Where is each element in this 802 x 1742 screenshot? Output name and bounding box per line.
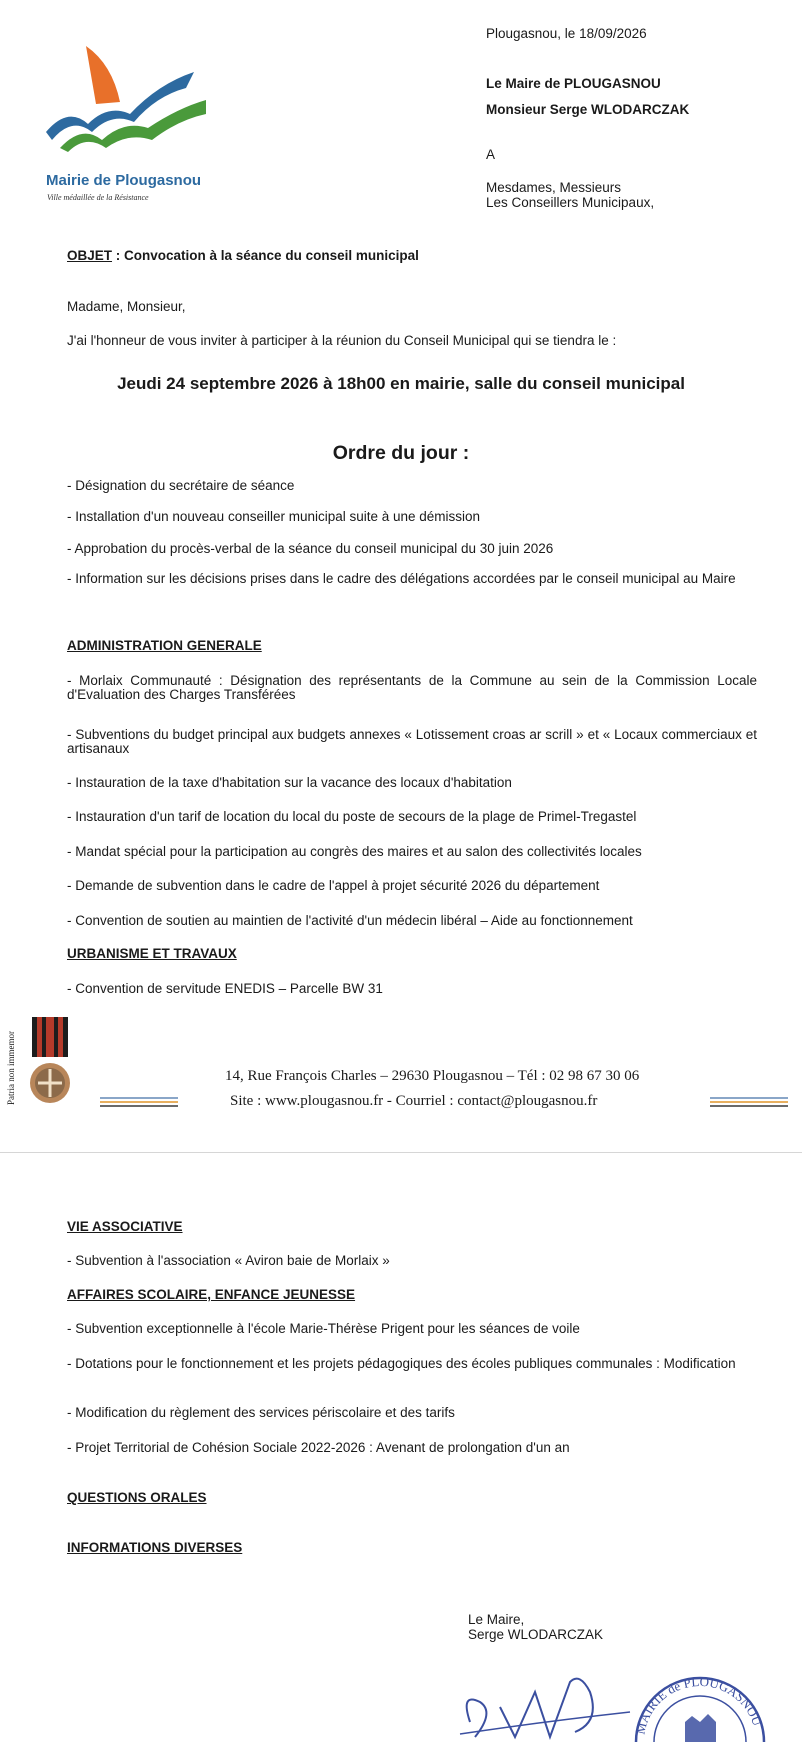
- agenda-item: - Approbation du procès-verbal de la séance du conseil municipal du 30 juin 2026: [67, 541, 554, 556]
- footer: [0, 1015, 802, 1115]
- resistance-medal-icon: [22, 1017, 82, 1112]
- footer-site: Site : www.plougasnou.fr - Courriel : contact@plougasnou.fr: [230, 1093, 598, 1109]
- admin-item: - Demande de subvention dans le cadre de l'appel à projet sécurité 2026 du département: [67, 878, 600, 893]
- signature-line-2: Serge WLODARCZAK: [468, 1627, 604, 1642]
- agenda-item: - Désignation du secrétaire de séance: [67, 478, 295, 493]
- section-title-administration: ADMINISTRATION GENERALE: [67, 638, 262, 653]
- objet-line: [67, 248, 419, 263]
- objet-label: OBJET: [67, 248, 113, 263]
- sender-line-2: Monsieur Serge WLODARCZAK: [486, 102, 690, 117]
- scolaire-item: - Projet Territorial de Cohésion Sociale 2022-2026 : Avenant de prolongation d'un an: [67, 1440, 570, 1455]
- urbanisme-item: - Convention de servitude ENEDIS – Parcelle BW 31: [67, 981, 383, 996]
- logo-emblem-icon: [38, 44, 228, 154]
- footer-address: 14, Rue François Charles – 29630 Plougasnou – Tél : 02 98 67 30 06: [225, 1068, 640, 1084]
- vie-item: - Subvention à l'association « Aviron baie de Morlaix »: [67, 1253, 390, 1268]
- handwritten-signature-icon: [440, 1662, 640, 1742]
- to-label: A: [486, 147, 496, 162]
- section-title-questions: QUESTIONS ORALES: [67, 1490, 207, 1505]
- municipal-logo: [38, 44, 228, 204]
- sender-line-1: Le Maire de PLOUGASNOU: [486, 76, 661, 91]
- admin-item: - Morlaix Communauté : Désignation des représentants de la Commune au sein de la Commission Locale d'Evaluation des Charges Transférées: [67, 673, 757, 702]
- page-separator: [0, 1152, 802, 1153]
- section-title-urbanisme: URBANISME ET TRAVAUX: [67, 946, 237, 961]
- medal-motto: Patria non immemor: [6, 1031, 16, 1105]
- intro-text: J'ai l'honneur de vous inviter à participer à la réunion du Conseil Municipal qui se tiendra le :: [67, 333, 617, 348]
- objet-text: : Convocation à la séance du conseil municipal: [112, 248, 419, 263]
- footer-stripes-left: [100, 1097, 178, 1107]
- scolaire-item: - Subvention exceptionnelle à l'école Marie-Thérèse Prigent pour les séances de voile: [67, 1321, 580, 1336]
- agenda-item: - Information sur les décisions prises dans le cadre des délégations accordées par le conseil municipal au Maire: [67, 571, 736, 586]
- stamp-text: MAIRIE de PLOUGASNOU: [632, 1673, 766, 1736]
- admin-item: - Instauration de la taxe d'habitation sur la vacance des locaux d'habitation: [67, 775, 512, 790]
- recipient-line-1: Mesdames, Messieurs: [486, 180, 622, 195]
- scolaire-item: - Dotations pour le fonctionnement et les projets pédagogiques des écoles publiques communales : Modification: [67, 1356, 736, 1371]
- section-title-informations: INFORMATIONS DIVERSES: [67, 1540, 243, 1555]
- admin-item: - Mandat spécial pour la participation au congrès des maires et au salon des collectivités locales: [67, 844, 642, 859]
- footer-stripes-right: [710, 1097, 788, 1107]
- official-stamp: [630, 1662, 770, 1742]
- scolaire-item: - Modification du règlement des services périscolaire et des tarifs: [67, 1405, 455, 1420]
- logo-title: Mairie de Plougasnou: [46, 172, 202, 189]
- place-date: Plougasnou, le 18/09/2026: [486, 26, 647, 41]
- agenda-item: - Installation d'un nouveau conseiller municipal suite à une démission: [67, 509, 481, 524]
- section-title-vie-associative: VIE ASSOCIATIVE: [67, 1219, 183, 1234]
- admin-item: - Subventions du budget principal aux budgets annexes « Lotissement croas ar scrill » et « Locaux commerciaux et artisanaux: [67, 727, 757, 756]
- admin-item: - Instauration d'un tarif de location du local du poste de secours de la plage de Primel-Tregastel: [67, 809, 637, 824]
- section-title-scolaire: AFFAIRES SCOLAIRE, ENFANCE JEUNESSE: [67, 1287, 356, 1302]
- logo-subtitle: Ville médaillée de la Résistance: [47, 193, 149, 202]
- agenda-title: Ordre du jour :: [332, 442, 470, 464]
- meeting-date: Jeudi 24 septembre 2026 à 18h00 en mairie, salle du conseil municipal: [117, 374, 685, 393]
- recipient-line-2: Les Conseillers Municipaux,: [486, 195, 655, 210]
- salutation: Madame, Monsieur,: [67, 299, 186, 314]
- admin-item: - Convention de soutien au maintien de l'activité d'un médecin libéral – Aide au fonctionnement: [67, 913, 633, 928]
- signature-line-1: Le Maire,: [468, 1612, 525, 1627]
